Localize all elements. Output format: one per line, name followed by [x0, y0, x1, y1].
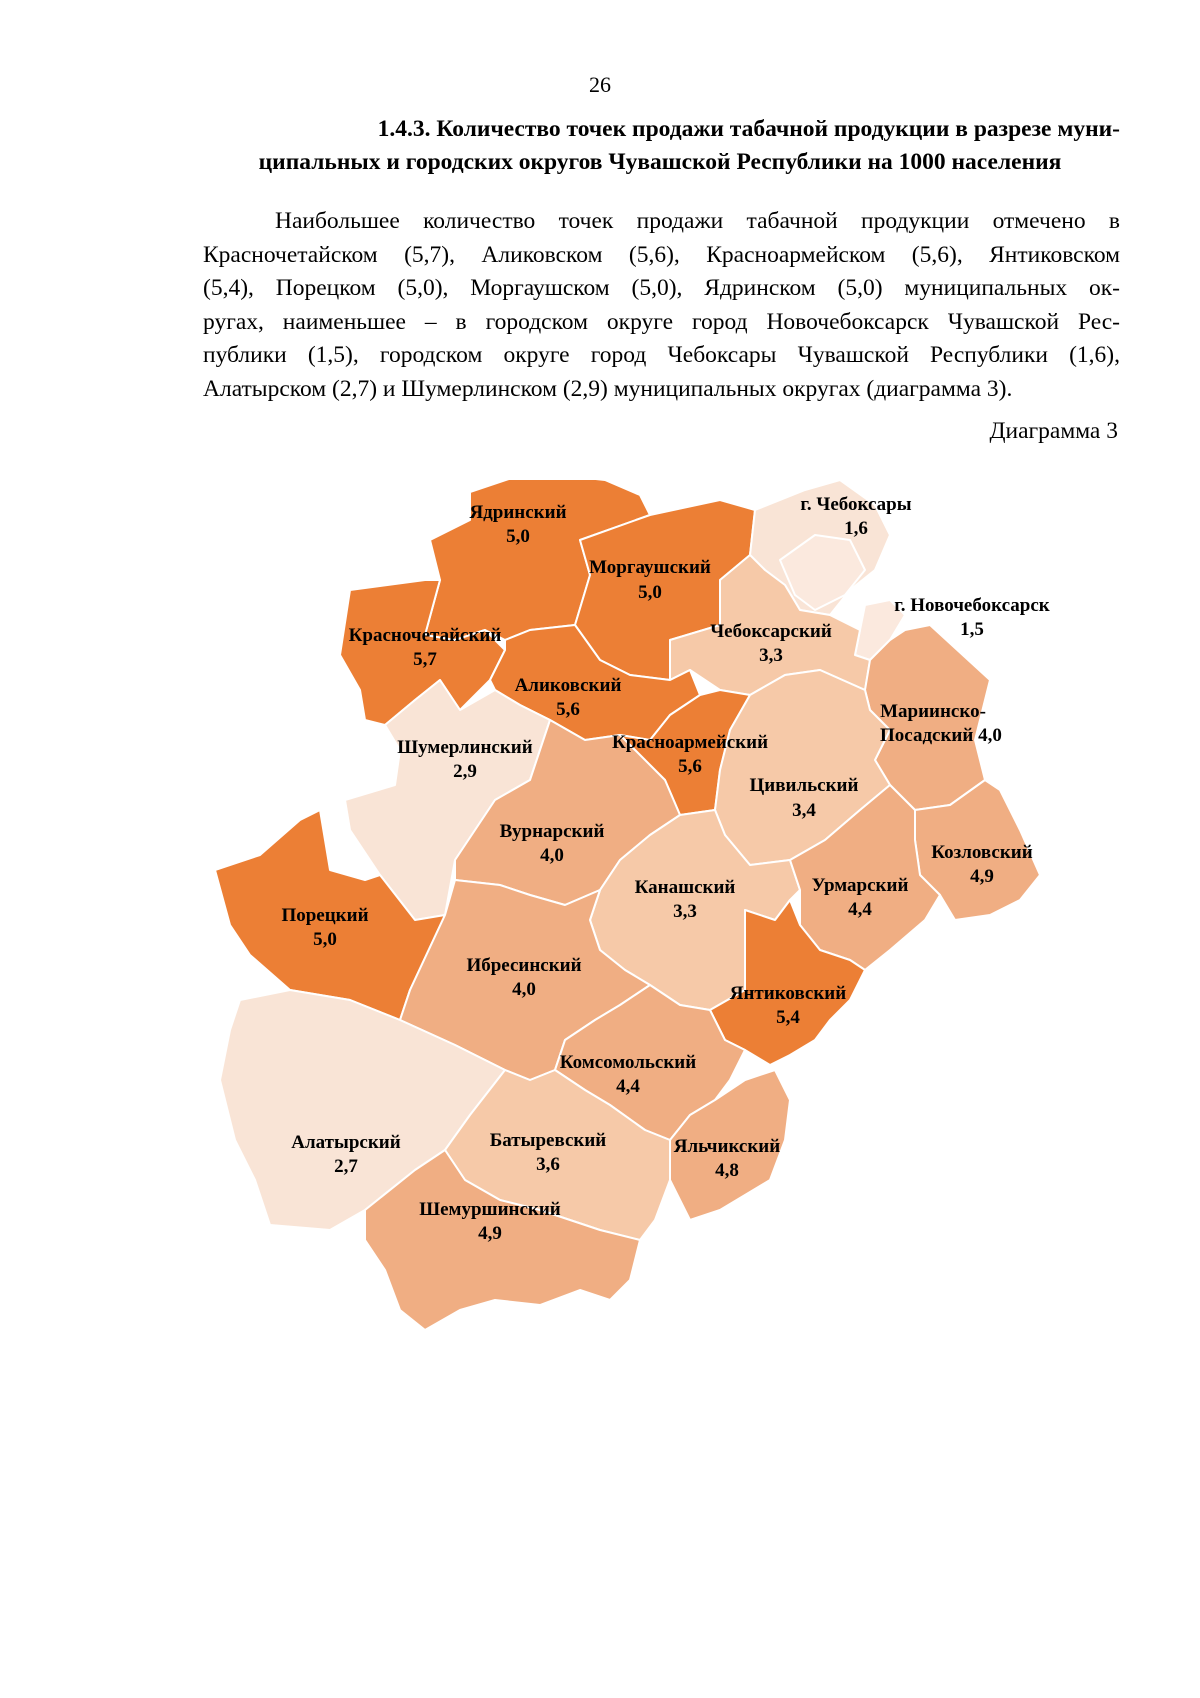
label-value: 2,7: [334, 1156, 358, 1177]
label-value: 4,0: [978, 725, 1002, 746]
map-svg: [200, 480, 1160, 1500]
label-value: 3,3: [673, 901, 697, 922]
label-name: Канашский: [634, 877, 736, 898]
label-name: Яльчикский: [673, 1136, 781, 1157]
label-value: 4,4: [616, 1076, 640, 1097]
label-value: 2,9: [453, 761, 477, 782]
paragraph-line: (5,4), Порецком (5,0), Моргаушском (5,0), Ядринском (5,0) муниципальных ок-: [203, 275, 1120, 302]
label-name: Аликовский: [514, 675, 622, 696]
label-name: Красночетайский: [348, 625, 502, 646]
paragraph-line: Красночетайском (5,7), Аликовском (5,6), Красноармейском (5,6), Янтиковском: [203, 241, 1120, 268]
label-name: Алатырский: [291, 1132, 401, 1153]
label-name: г. Чебоксары: [800, 494, 912, 515]
label-name: Моргаушский: [589, 557, 711, 578]
label-value: 4,9: [970, 866, 994, 887]
heading-line-2: ципальных и городских округов Чувашской Республики на 1000 населения: [258, 149, 1062, 175]
page-number: 26: [589, 72, 611, 97]
label-name: Мариинско-: [880, 701, 986, 722]
label-name: Красноармейский: [611, 732, 769, 753]
label-name: Чебоксарский: [710, 621, 832, 642]
label-name: Янтиковский: [729, 983, 847, 1004]
label-name: Козловский: [931, 842, 1033, 863]
choropleth-map: [200, 480, 1160, 1500]
body-paragraph: [203, 205, 1120, 407]
section-heading: [200, 113, 1120, 179]
label-value: 5,0: [313, 929, 337, 950]
label-value: 5,0: [638, 582, 662, 603]
label-value: 4,4: [848, 899, 872, 920]
label-value: 3,3: [759, 645, 783, 666]
label-name: Шемуршинский: [419, 1199, 561, 1220]
label-value: 3,6: [536, 1154, 560, 1175]
heading-line-1: 1.4.3. Количество точек продажи табачной продукции в разрезе муни-: [377, 116, 1120, 142]
label-value: 5,6: [678, 756, 702, 777]
label-value: 3,4: [792, 800, 816, 821]
label-name: Шумерлинский: [397, 737, 533, 758]
paragraph-line: ругах, наименьшее – в городском округе город Новочебоксарск Чувашской Рес-: [203, 308, 1120, 335]
label-name: Вурнарский: [499, 821, 605, 842]
label-name: Батыревский: [489, 1130, 607, 1151]
label-name: Комсомольский: [559, 1052, 697, 1073]
paragraph-line: публики (1,5), городском округе город Чебоксары Чувашской Республики (1,6),: [203, 342, 1120, 369]
label-value: 4,8: [715, 1160, 739, 1181]
label-name: Ядринский: [469, 502, 567, 523]
label-name: Порецкий: [281, 905, 369, 926]
label-name: Урмарский: [811, 875, 909, 896]
label-name: г. Новочебоксарск: [894, 595, 1050, 616]
label-name-part: Посадский: [880, 725, 974, 746]
paragraph-line: Наибольшее количество точек продажи табачной продукции отмечено в: [275, 208, 1120, 234]
paragraph-line: Алатырском (2,7) и Шумерлинском (2,9) муниципальных округах (диаграмма 3).: [203, 375, 1013, 402]
label-value: 5,0: [506, 526, 530, 547]
diagram-label: Диаграмма 3: [989, 418, 1118, 444]
label-name: [880, 725, 1002, 746]
label-value: 5,7: [413, 649, 437, 670]
label-value: 4,0: [540, 845, 564, 866]
label-value: 1,5: [960, 619, 984, 640]
label-name: Цивильский: [749, 775, 859, 796]
label-value: 1,6: [844, 518, 868, 539]
label-name: Ибресинский: [466, 955, 582, 976]
label-value: 4,0: [512, 979, 536, 1000]
label-value: 5,4: [776, 1007, 800, 1028]
label-value: 4,9: [478, 1223, 502, 1244]
label-value: 5,6: [556, 699, 580, 720]
